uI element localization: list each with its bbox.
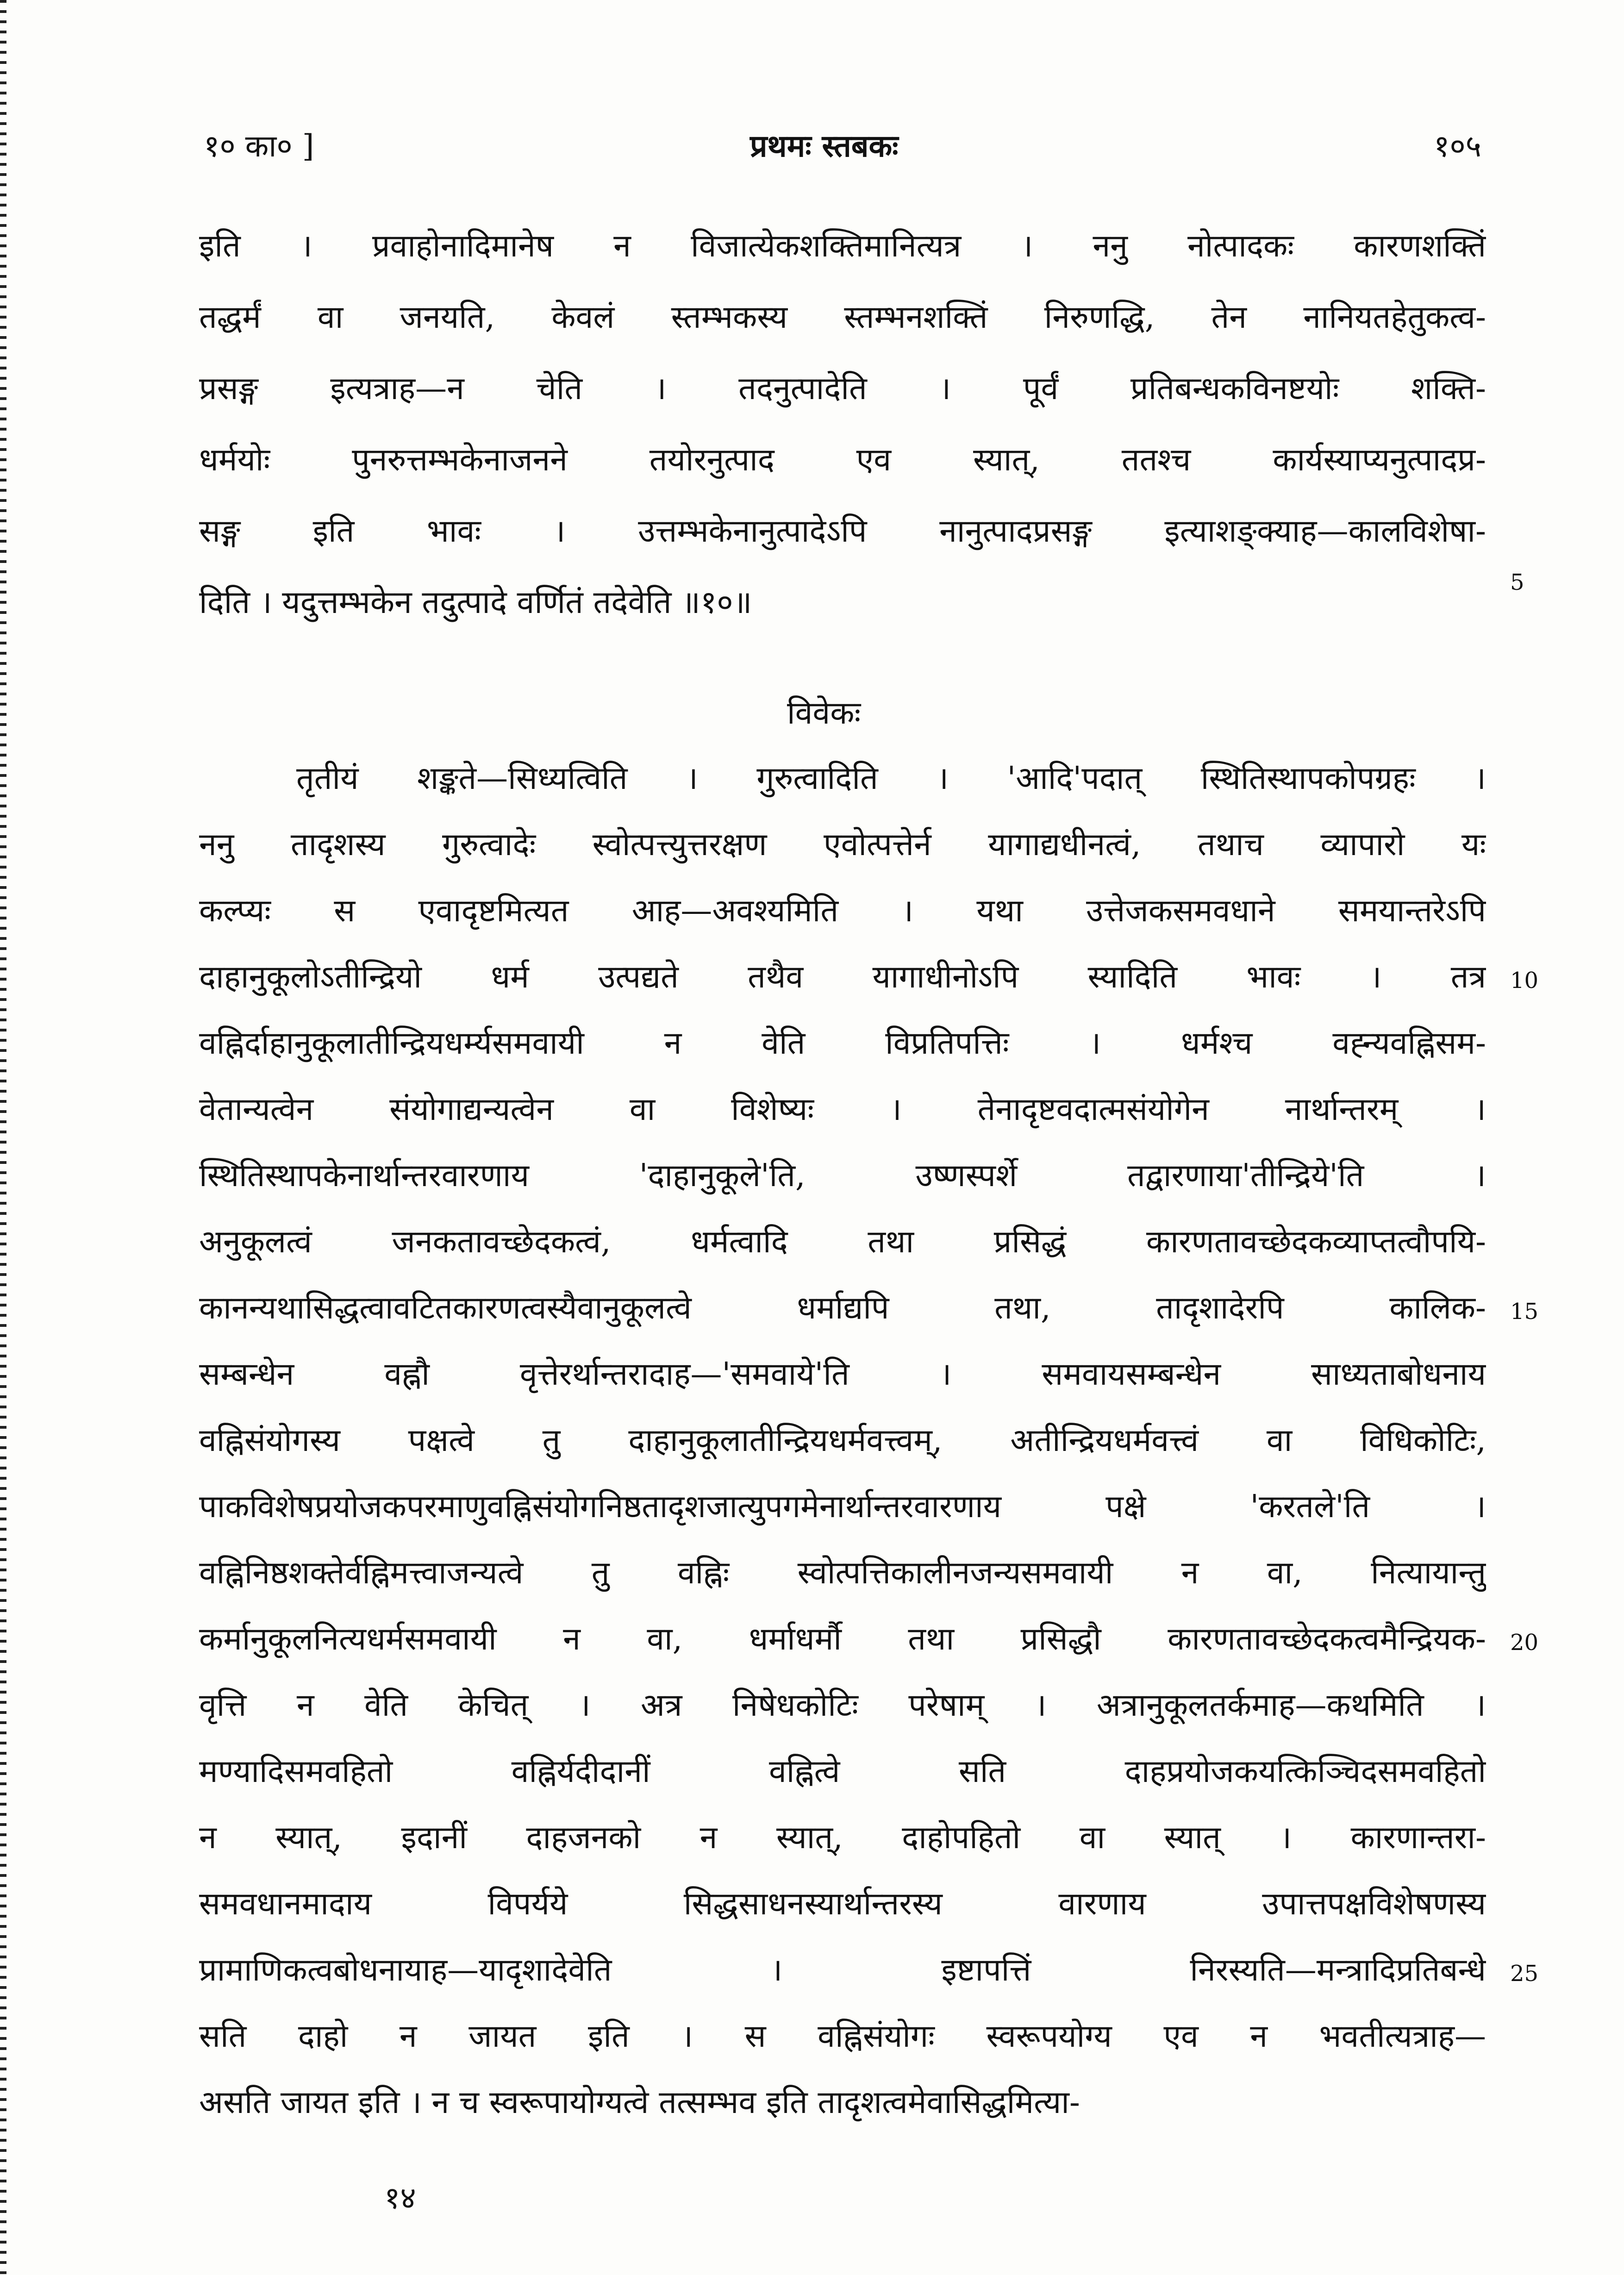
text-line: प्रसङ्ग इत्यत्राह—न चेति । तदनुत्पादेति । पूर्वं प्रतिबन्धकविनष्टयोः शक्ति-	[199, 370, 1486, 407]
text-line: सति दाहो न जायत इति । स वह्निसंयोगः स्वरूपयोग्य एव न भवतीत्यत्राह—	[199, 2018, 1486, 2055]
header-title: प्रथमः स्तबकः	[750, 128, 899, 164]
text-line: तद्धर्मं वा जनयति, केवलं स्तम्भकस्य स्तम्भनशक्तिं निरुणद्धि, तेन नानियतहेतुकत्व-	[199, 299, 1486, 336]
text-line: तृतीयं शङ्कते—सिध्यत्विति । गुरुत्वादिति । 'आदि'पदात् स्थितिस्थापकोपग्रहः ।	[296, 760, 1486, 797]
binding-edge	[0, 0, 6, 2275]
signature-folio: १४	[384, 2180, 416, 2216]
text-line: पाकविशेषप्रयोजकपरमाणुवह्निसंयोगनिष्ठतादृशजात्युपगमेनार्थान्तरवारणाय पक्षे 'करतले'ति ।	[199, 1488, 1486, 1525]
text-line: सम्बन्धेन वह्नौ वृत्तेरर्थान्तरादाह—'समवाये'ति । समवायसम्बन्धेन साध्यताबोधनाय	[199, 1356, 1486, 1393]
margin-line-number: 25	[1510, 1961, 1539, 1987]
text-line: वेतान्यत्वेन संयोगाद्यन्यत्वेन वा विशेष्यः । तेनादृष्टवदात्मसंयोगेन नार्थान्तरम् ।	[199, 1091, 1486, 1128]
text-line: दिति । यदुत्तम्भकेन तदुत्पादे वर्णितं तदेवेति ॥१०॥	[199, 584, 752, 621]
page-number: १०५	[1434, 128, 1481, 164]
running-header	[204, 124, 1481, 175]
text-line: कानन्यथासिद्धत्वावटितकारणत्वस्यैवानुकूलत्वे धर्माद्यपि तथा, तादृशादेरपि कालिक-	[199, 1290, 1486, 1326]
text-line: समवधानमादाय विपर्यये सिद्धसाधनस्यार्थान्तरस्य वारणाय उपात्तपक्षविशेषणस्य	[199, 1886, 1486, 1922]
text-line: इति । प्रवाहोनादिमानेष न विजात्येकशक्तिमानित्यत्र । ननु नोत्पादकः कारणशक्तिं	[199, 228, 1486, 264]
text-line: असति जायत इति । न च स्वरूपायोग्यत्वे तत्सम्भव इति तादृशत्वमेवासिद्धमित्या-	[199, 2084, 1080, 2121]
text-line: न स्यात्, इदानीं दाहजनको न स्यात्, दाहोपहितो वा स्यात् । कारणान्तरा-	[199, 1819, 1486, 1856]
text-line: अनुकूलत्वं जनकतावच्छेदकत्वं, धर्मत्वादि तथा प्रसिद्धं कारणतावच्छेदकव्याप्तत्वौपयि-	[199, 1224, 1486, 1260]
text-line: ननु तादृशस्य गुरुत्वादेः स्वोत्पत्त्युत्तरक्षण एवोत्पत्तेर्न यागाद्यधीनत्वं, तथाच व्यापारो यः	[199, 826, 1486, 863]
text-line: स्थितिस्थापकेनार्थान्तरवारणाय 'दाहानुकूले'ति, उष्णस्पर्शे तद्वारणाया'तीन्द्रिये'ति ।	[199, 1157, 1486, 1194]
text-line: वह्निसंयोगस्य पक्षत्वे तु दाहानुकूलातीन्द्रियधर्मवत्त्वम्, अतीन्द्रियधर्मवत्त्वं वा विधिकोटिः,	[199, 1422, 1486, 1459]
text-line: प्रामाणिकत्वबोधनायाह—यादृशादेवेति । इष्टापत्तिं निरस्यति—मन्त्रादिप्रतिबन्धे	[199, 1952, 1486, 1988]
text-line: मण्यादिसमवहितो वह्निर्यदीदानीं वह्नित्वे सति दाहप्रयोजकयत्किञ्चिदसमवहितो	[199, 1753, 1486, 1790]
text-line: सङ्ग इति भावः । उत्तम्भकेनानुत्पादेऽपि नानुत्पादप्रसङ्ग इत्याशङ्क्याह—कालविशेषा-	[199, 513, 1486, 550]
text-line: कल्प्यः स एवादृष्टमित्यत आह—अवश्यमिति । यथा उत्तेजकसमवधाने समयान्तरेऽपि	[199, 893, 1486, 929]
section-heading: विवेकः	[787, 695, 861, 731]
text-line: वह्निर्दाहानुकूलातीन्द्रियधर्म्यसमवायी न वेति विप्रतिपत्तिः । धर्मश्च वह्न्यवह्निसम-	[199, 1025, 1486, 1062]
text-line: कर्मानुकूलनित्यधर्मसमवायी न वा, धर्माधर्मौ तथा प्रसिद्धौ कारणतावच्छेदकत्वमैन्द्रियक-	[199, 1621, 1486, 1657]
text-line: धर्मयोः पुनरुत्तम्भकेनाजनने तयोरनुत्पाद एव स्यात्, ततश्च कार्यस्याप्यनुत्पादप्र-	[199, 442, 1486, 478]
margin-line-number: 5	[1510, 569, 1524, 595]
header-section-ref: १० का० ]	[204, 128, 314, 164]
margin-line-number: 10	[1510, 968, 1539, 994]
text-line: दाहानुकूलोऽतीन्द्रियो धर्म उत्पद्यते तथैव यागाधीनोऽपि स्यादिति भावः । तत्र	[199, 959, 1486, 995]
text-line: वह्निनिष्ठशक्तेर्वह्निमत्त्वाजन्यत्वे तु वह्निः स्वोत्पत्तिकालीनजन्यसमवायी न वा, नित्यायान्तु	[199, 1555, 1486, 1591]
margin-line-number: 20	[1510, 1630, 1539, 1656]
margin-line-number: 15	[1510, 1299, 1539, 1325]
text-line: वृत्ति न वेति केचित् । अत्र निषेधकोटिः परेषाम् । अत्रानुकूलतर्कमाह—कथमिति ।	[199, 1687, 1486, 1724]
